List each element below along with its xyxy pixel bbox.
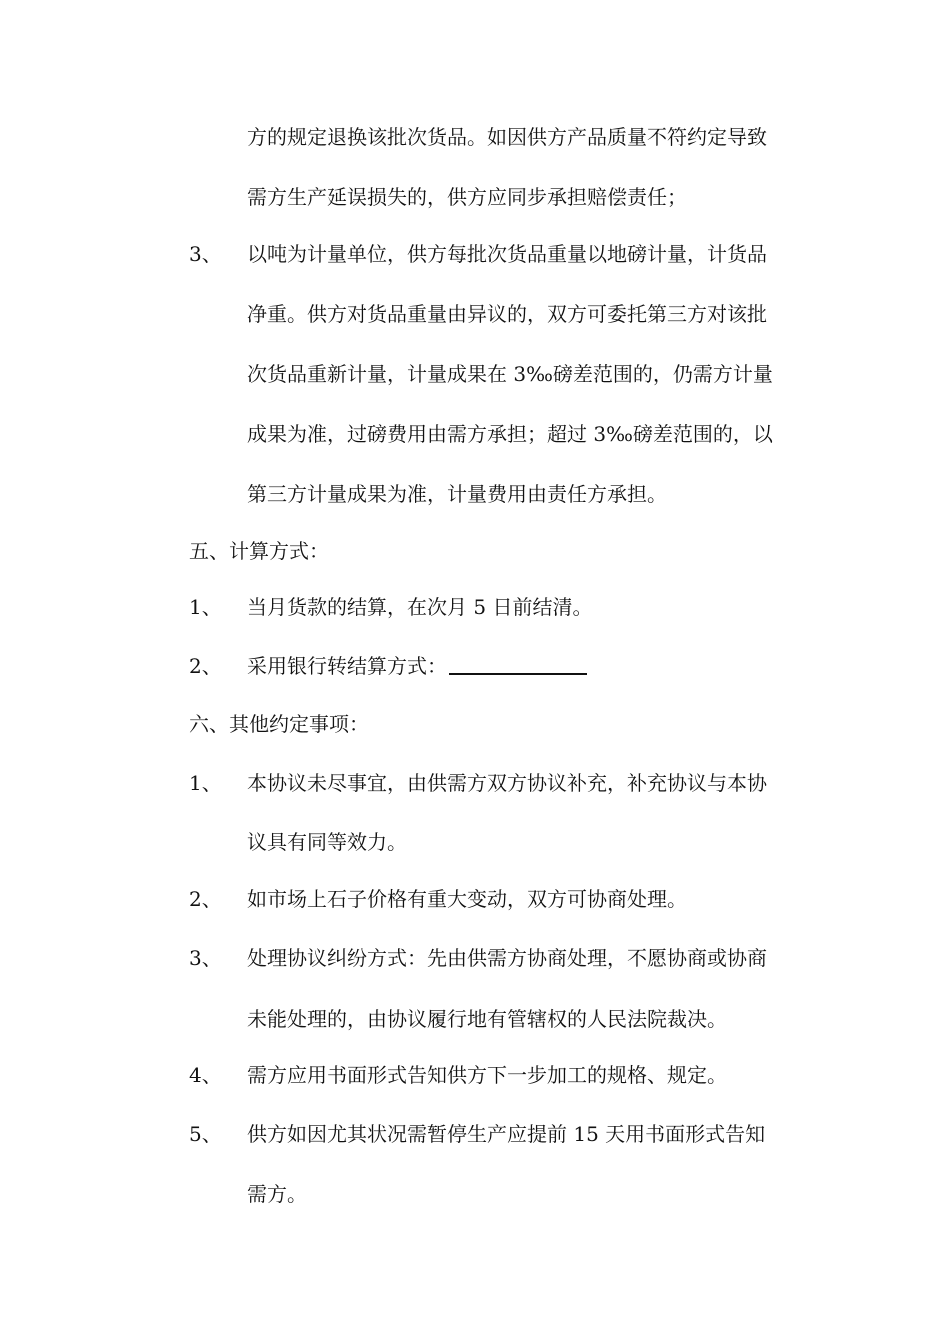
- list-number: 1、: [189, 595, 222, 619]
- paragraph-line: [247, 652, 587, 680]
- paragraph-line: 需方生产延误损失的，供方应同步承担赔偿责任；: [247, 185, 687, 209]
- list-number: 3、: [189, 242, 222, 266]
- fill-in-blank[interactable]: [449, 653, 587, 675]
- paragraph-line: 需方应用书面形式告知供方下一步加工的规格、规定。: [247, 1063, 727, 1087]
- paragraph-line: 需方。: [247, 1182, 307, 1206]
- paragraph-line: 净重。供方对货品重量由异议的，双方可委托第三方对该批: [247, 302, 767, 326]
- paragraph-line: 如市场上石子价格有重大变动，双方可协商处理。: [247, 887, 687, 911]
- paragraph-line: 未能处理的，由协议履行地有管辖权的人民法院裁决。: [247, 1007, 727, 1031]
- list-number: 3、: [189, 946, 222, 970]
- section-heading: 六、其他约定事项：: [189, 712, 369, 736]
- paragraph-line: 成果为准，过磅费用由需方承担；超过 3‰磅差范围的，以: [247, 422, 773, 446]
- paragraph-line: 本协议未尽事宜，由供需方双方协议补充，补充协议与本协: [247, 771, 767, 795]
- paragraph-line: 供方如因尤其状况需暂停生产应提前 15 天用书面形式告知: [247, 1122, 766, 1146]
- paragraph-line: 处理协议纠纷方式：先由供需方协商处理，不愿协商或协商: [247, 946, 767, 970]
- paragraph-line: 方的规定退换该批次货品。如因供方产品质量不符约定导致: [247, 125, 767, 149]
- paragraph-line: 议具有同等效力。: [247, 830, 407, 854]
- paragraph-line: 以吨为计量单位，供方每批次货品重量以地磅计量，计货品: [247, 242, 767, 266]
- paragraph-line: 次货品重新计量，计量成果在 3‰磅差范围的，仍需方计量: [247, 362, 773, 386]
- paragraph-text: 采用银行转结算方式：: [247, 654, 447, 678]
- list-number: 5、: [189, 1122, 222, 1146]
- paragraph-line: 第三方计量成果为准，计量费用由责任方承担。: [247, 482, 667, 506]
- section-heading: 五、计算方式：: [189, 539, 329, 563]
- list-number: 1、: [189, 771, 222, 795]
- list-number: 4、: [189, 1063, 222, 1087]
- list-number: 2、: [189, 654, 222, 678]
- paragraph-line: 当月货款的结算，在次月 5 日前结清。: [247, 595, 593, 619]
- list-number: 2、: [189, 887, 222, 911]
